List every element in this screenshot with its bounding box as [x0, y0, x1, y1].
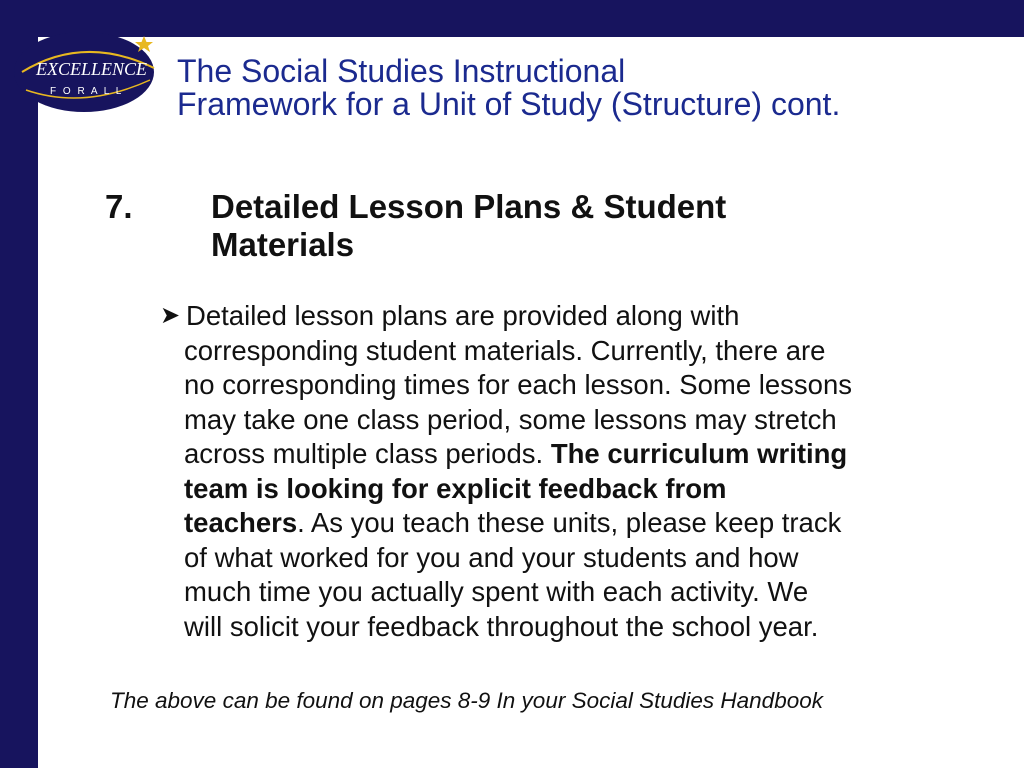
bullet-line-2: corresponding student materials. Currently, there are: [184, 334, 826, 366]
section-heading-line-2: Materials: [211, 226, 355, 263]
slide-title-line-2: Framework for a Unit of Study (Structure) cont.: [177, 86, 841, 122]
section-heading-text: [211, 188, 911, 264]
logo-text-excellence: EXCELLENCE: [36, 59, 148, 79]
handbook-reference-note: The above can be found on pages 8-9 In your Social Studies Handbook: [110, 688, 823, 713]
bullet-line-1: Detailed lesson plans are provided along with: [186, 300, 740, 331]
bullet-line-4: may take one class period, some lessons may stretch: [184, 403, 837, 435]
bullet-line-7: [184, 506, 841, 541]
section-heading-line-1: Detailed Lesson Plans & Student: [211, 188, 727, 225]
bullet-line-5-bold: The curriculum writing: [550, 438, 848, 469]
bullet-line-6-bold: team is looking for explicit feedback from: [184, 472, 727, 504]
bullet-line-9: much time you actually spent with each activity. We: [184, 576, 809, 607]
bullet-line-10: will solicit your feedback throughout the school year.: [184, 610, 819, 642]
logo-text-for-all: F O R A L L: [50, 86, 124, 97]
bullet-line-7-text: . As you teach these units, please keep track: [297, 507, 842, 538]
excellence-for-all-logo: [14, 28, 170, 116]
slide-title-line-1: The Social Studies Instructional: [177, 53, 626, 89]
bullet-line-3: no corresponding times for each lesson. Some lessons: [184, 369, 852, 400]
bullet-line-7-bold: teachers: [184, 507, 298, 538]
slide-title: [177, 55, 1017, 121]
section-number: 7.: [105, 188, 133, 225]
arrow-bullet-icon: ➤: [160, 302, 181, 329]
bullet-line-5: [184, 437, 847, 472]
bullet-line-8: of what worked for you and your students and how: [184, 541, 799, 573]
bullet-line-5-text: across multiple class periods.: [184, 438, 551, 469]
